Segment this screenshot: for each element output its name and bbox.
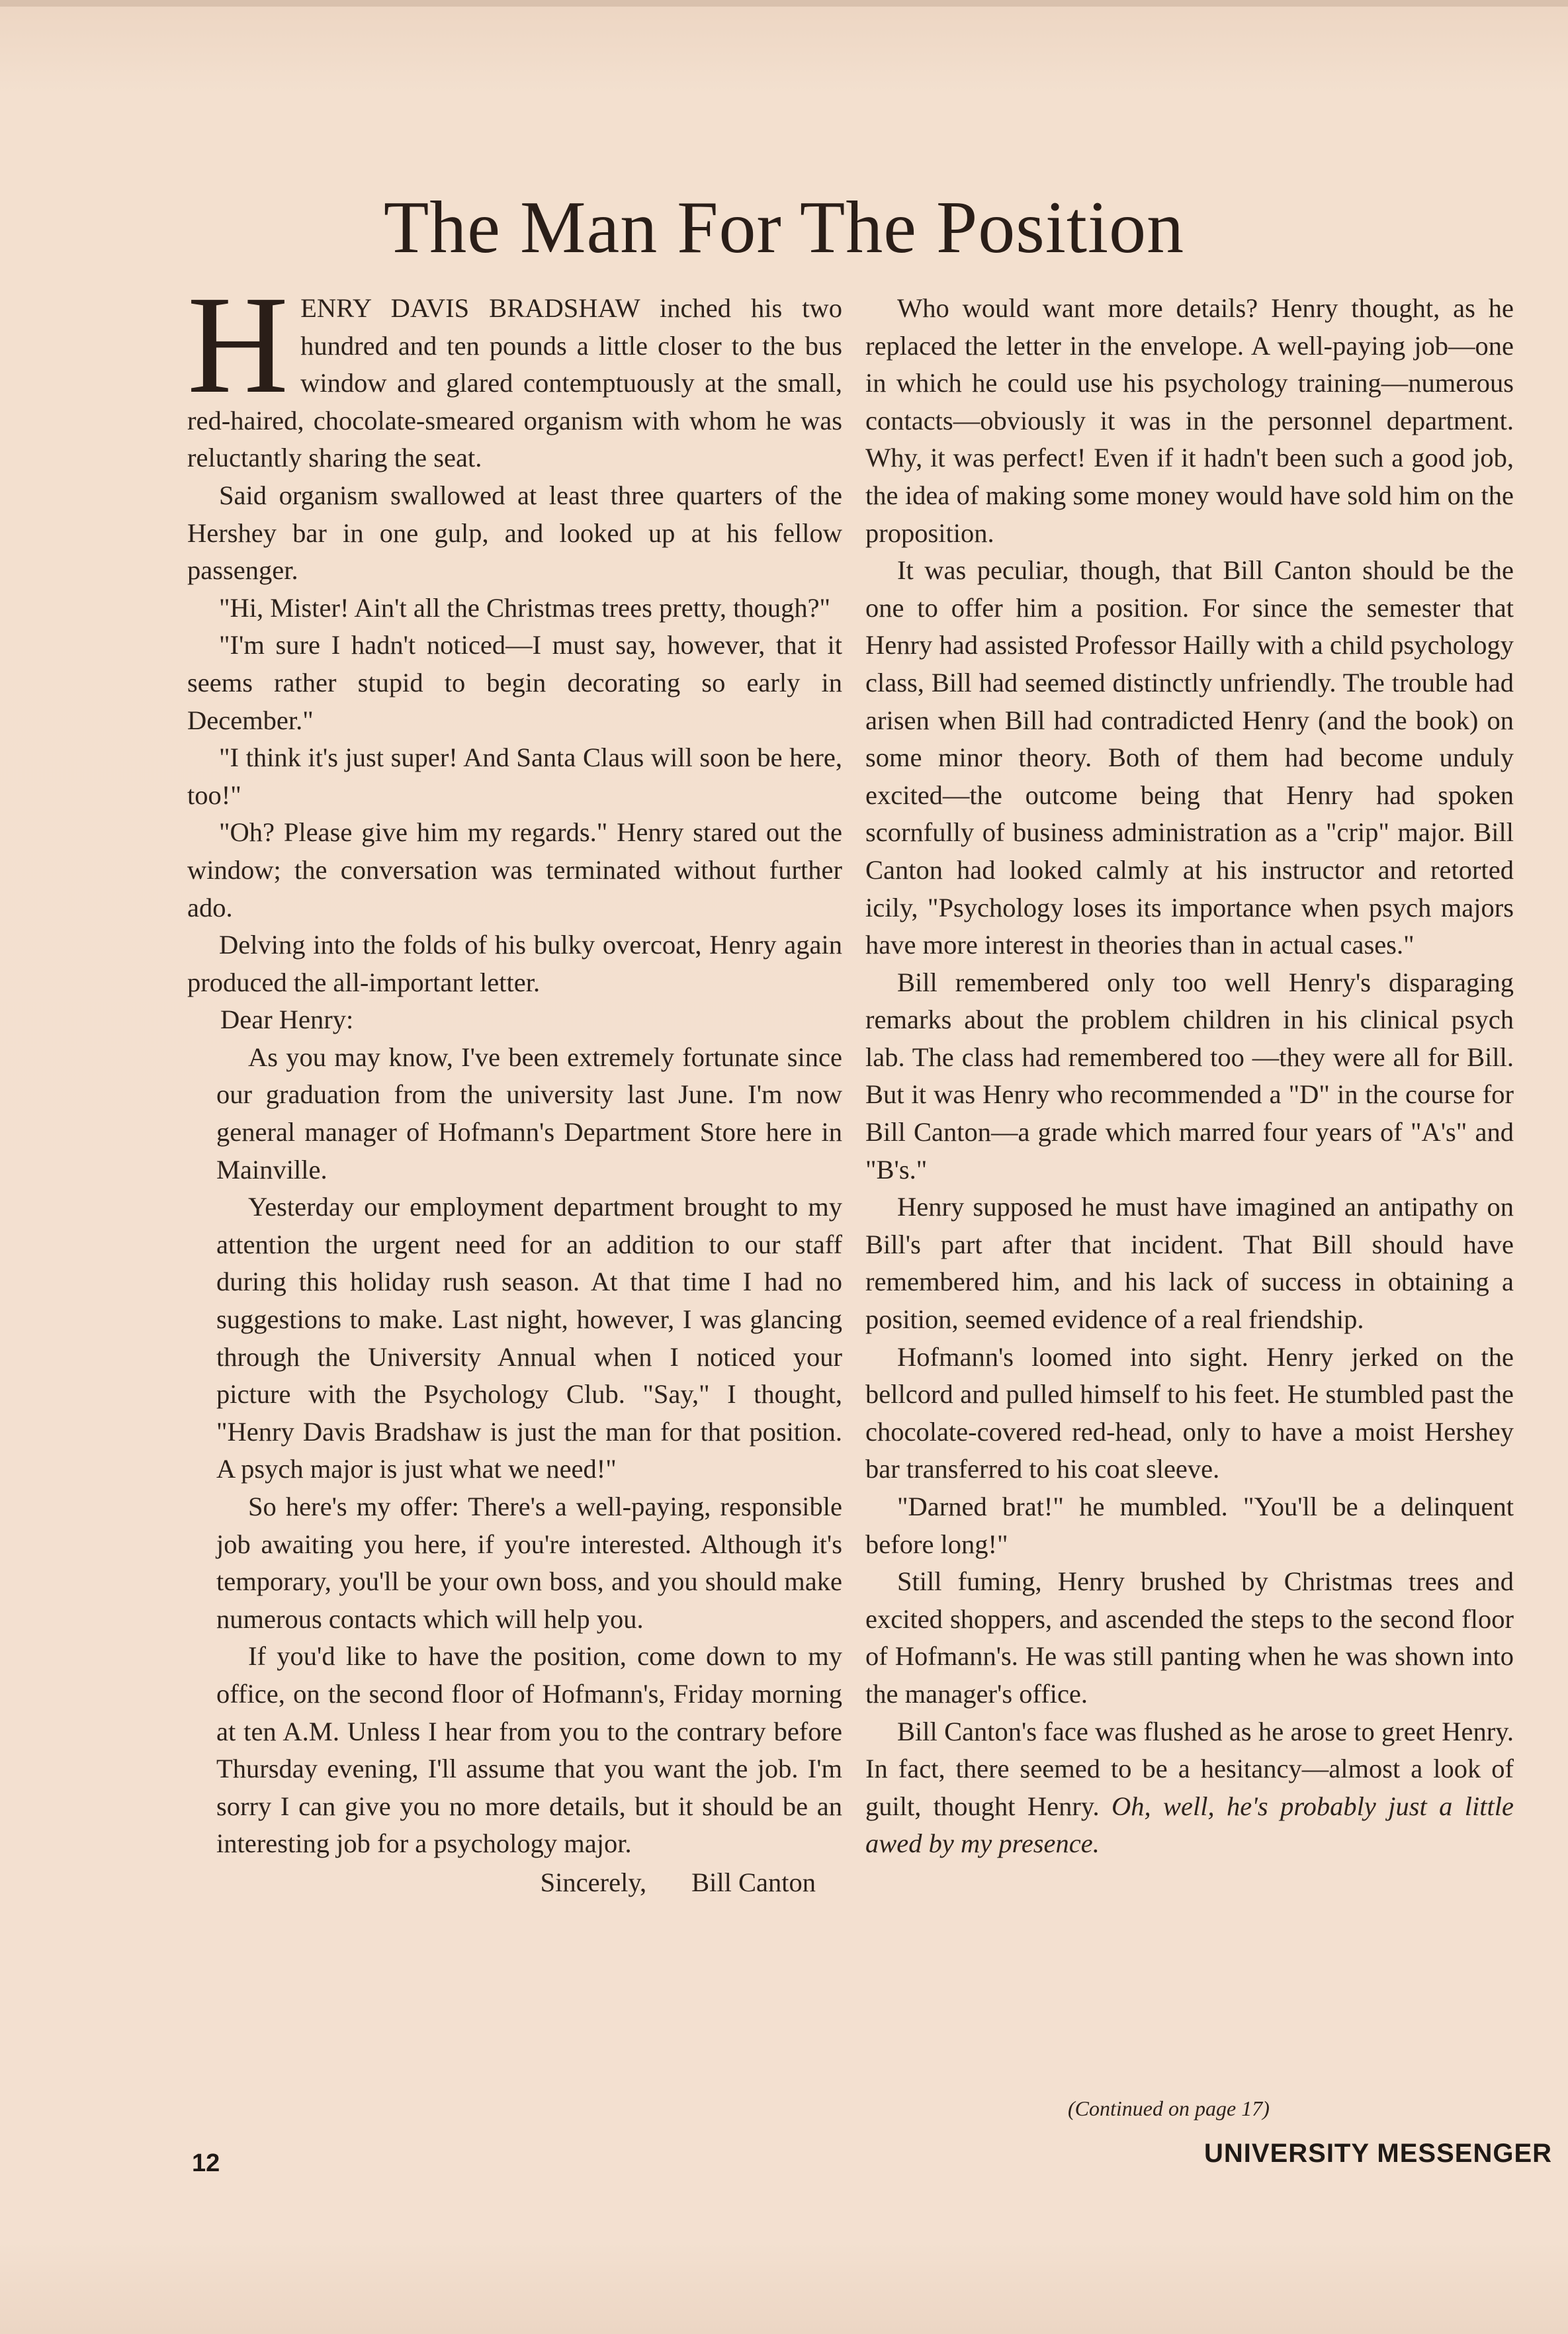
continued-note: (Continued on page 17) — [1068, 2096, 1270, 2120]
paragraph: Henry supposed he must have imagined an antipathy on Bill's part after that incident. That Bill should have remembered him, and his lack of success in obtaining a position, seemed evidence of a real friendship. — [865, 1192, 1514, 1335]
page-number: 12 — [192, 2149, 220, 2177]
paragraph: "Hi, Mister! Ain't all the Christmas trees pretty, though?" — [219, 592, 831, 623]
paragraph: "I'm sure I hadn't noticed—I must say, however, that it seems rather stupid to begin decorating so early in December." — [187, 630, 842, 735]
paragraph: Still fuming, Henry brushed by Christmas trees and excited shoppers, and ascended the steps to the second floor of Hofmann's. He was still panting when he was shown into the manager's office. — [865, 1566, 1514, 1709]
paragraph: Said organism swallowed at least three quarters of the Hershey bar in one gulp, and looked up at his fellow passenger. — [187, 480, 842, 586]
final-paragraph: Bill Canton's face was flushed as he arose to greet Henry. In fact, there seemed to be a hesitancy—almost a look of guilt, thought Henry. Oh, well, he's probably just a little awed by my presence. — [865, 1716, 1514, 1859]
paragraph: "Darned brat!" he mumbled. "You'll be a delinquent before long!" — [865, 1492, 1514, 1559]
letter-signature: Bill Canton — [691, 1867, 816, 1897]
letter-salutation: Dear Henry: — [220, 1005, 354, 1035]
publication-name: UNIVERSITY MESSENGER — [1204, 2139, 1553, 2168]
paragraph: "Oh? Please give him my regards." Henry stared out the window; the conversation was terminated without further ado. — [187, 817, 842, 922]
letter-body — [187, 1039, 842, 1902]
paragraph: Bill remembered only too well Henry's disparaging remarks about the problem children in his clinical psych lab. The class had remembered too —they were all for Bill. But it was Henry who recommended a "D" in the course for Bill Canton—a grade which marred four years of "A's" and "B's." — [865, 967, 1514, 1185]
letter-paragraph: So here's my offer: There's a well-paying, responsible job awaiting you here, if you're interested. Although it's temporary, you'll be your own boss, and you should make numerous contacts which will help you. — [216, 1492, 842, 1634]
letter-signoff — [216, 1864, 842, 1902]
right-column — [865, 290, 1514, 1863]
paragraph: Delving into the folds of his bulky overcoat, Henry again produced the all-important letter. — [187, 930, 842, 997]
paragraph: "I think it's just super! And Santa Claus will soon be here, too!" — [187, 742, 842, 810]
page-top-edge — [0, 0, 1568, 7]
letter-closing: Sincerely, — [540, 1867, 647, 1897]
letter-paragraph: Yesterday our employment department brought to my attention the urgent need for an addition to our staff during this holiday rush season. At that time I had no suggestions to make. Last night, however, I was glancing through the University Annual when I noticed your picture with the Psychology Club. "Say," I thought, "Henry Davis Bradshaw is just the man for that position. A psych major is just what we need!" — [216, 1192, 842, 1484]
italic-thought: Oh, well, he's probably just a little awed by my presence. — [865, 1791, 1514, 1859]
letter-paragraph: As you may know, I've been extremely fortunate since our graduation from the university last June. I'm now general manager of Hofmann's Department Store here in Mainville. — [216, 1042, 842, 1185]
paragraph: It was peculiar, though, that Bill Canton should be the one to offer him a position. For since the semester that Henry had assisted Professor Hailly with a child psychology class, Bill had seemed distinctly unfriendly. The trouble had arisen when Bill had contradicted Henry (and the book) on some minor theory. Both of them had become unduly excited—the outcome being that Henry had spoken scornfully of business administration as a "crip" major. Bill Canton had looked calmly at his instructor and retorted icily, "Psychology loses its importance when psych majors have more interest in theories than in actual cases." — [865, 555, 1514, 960]
paragraph: Hofmann's loomed into sight. Henry jerked on the bellcord and pulled himself to his feet. He stumbled past the chocolate-covered red-head, only to have a moist Hershey bar transferred to his coat sleeve. — [865, 1341, 1514, 1484]
opening-paragraph: HENRY DAVIS BRADSHAW inched his two hundred and ten pounds a little closer to the bus window and glared contemptuously at the small, red-haired, chocolate-smeared organism with whom he was reluctantly sharing the seat. — [187, 267, 842, 473]
paragraph: Who would want more details? Henry thought, as he replaced the letter in the envelope. A well-paying job—one in which he could use his psychology training—numerous contacts—obviously it was in the personnel department. Why, it was perfect! Even if it hadn't been such a good job, the idea of making some money would have sold him on the proposition. — [865, 293, 1514, 548]
article-title: The Man For The Position — [383, 187, 1185, 269]
drop-cap: H — [187, 267, 289, 422]
letter-paragraph: If you'd like to have the position, come down to my office, on the second floor of Hofmann's, Friday morning at ten A.M. Unless I hear from you to the contrary before Thursday evening, I'll assume that you want the job. I'm sorry I can give you no more details, but it should be an interesting job for a psychology major. — [216, 1641, 842, 1859]
left-column — [187, 267, 842, 1902]
